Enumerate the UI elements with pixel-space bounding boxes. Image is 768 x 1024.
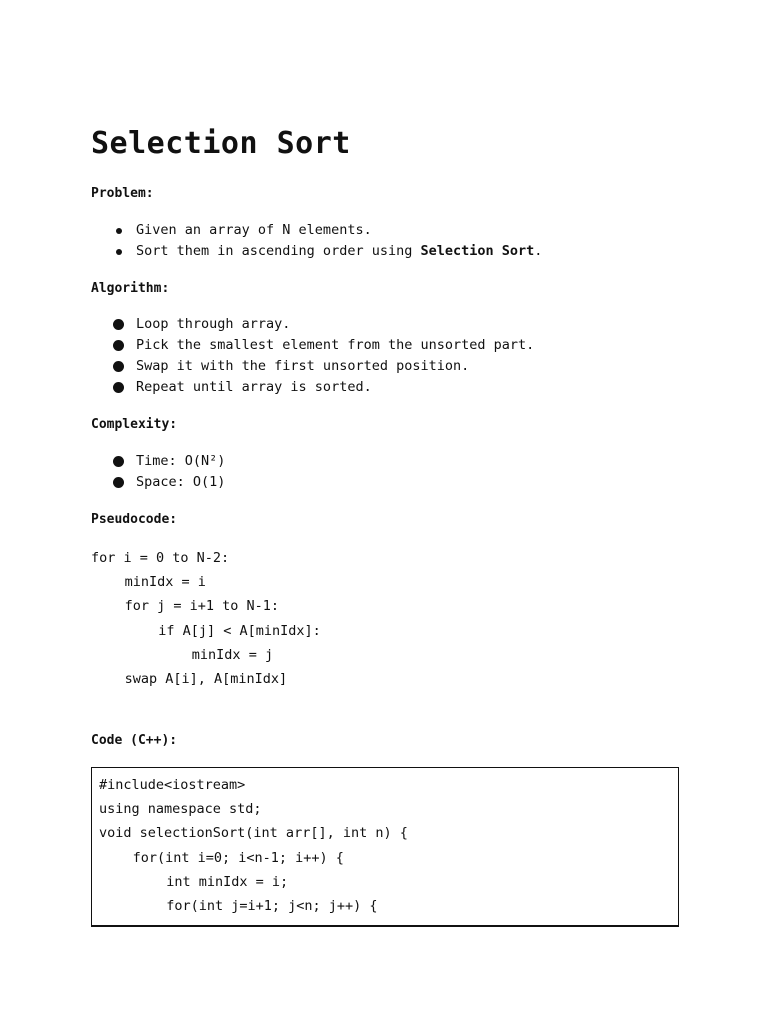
- algorithm-heading: Algorithm:: [91, 281, 170, 296]
- pseudocode-line: minIdx = j: [191, 646, 274, 663]
- pseudocode-line: minIdx = i: [124, 574, 206, 591]
- complexity-item: Space: O(1): [91, 472, 225, 493]
- code-line: #include<iostream>: [99, 777, 246, 793]
- pseudocode-heading: Pseudocode:: [91, 512, 178, 527]
- code-line: int minIdx = i;: [166, 873, 289, 890]
- pseudocode-line: if A[j] < A[minIdx]:: [158, 622, 321, 639]
- code-line: for(int j=i+1; j<n; j++) {: [166, 897, 378, 914]
- problem-list: [91, 220, 542, 262]
- page-title: Selection Sort: [91, 126, 351, 161]
- problem-item-emphasis: Selection Sort: [420, 243, 535, 259]
- problem-item: [91, 241, 542, 262]
- algorithm-step: Pick the smallest element from the unsorted part.: [91, 335, 534, 356]
- problem-item-suffix: .: [534, 243, 543, 259]
- code-line: void selectionSort(int arr[], int n) {: [99, 825, 408, 842]
- code-line: using namespace std;: [99, 801, 262, 818]
- pseudocode-line: for i = 0 to N-2:: [91, 550, 230, 566]
- problem-item: [91, 220, 542, 241]
- code-heading: Code (C++):: [91, 733, 178, 748]
- problem-heading: Problem:: [91, 186, 154, 201]
- complexity-heading: Complexity:: [91, 417, 178, 432]
- complexity-list: [91, 451, 225, 493]
- code-block: [91, 767, 679, 927]
- algorithm-step: Repeat until array is sorted.: [91, 377, 534, 398]
- problem-item-text: Sort them in ascending order using: [136, 243, 421, 259]
- pseudocode-line: for j = i+1 to N-1:: [124, 598, 280, 615]
- pseudocode-block: [91, 546, 321, 691]
- pseudocode-line: swap A[i], A[minIdx]: [124, 670, 288, 687]
- algorithm-step: Loop through array.: [91, 314, 534, 335]
- problem-item-text: Given an array of N elements.: [136, 222, 372, 238]
- complexity-item: Time: O(N²): [91, 451, 225, 472]
- algorithm-list: [91, 314, 534, 398]
- code-line: for(int i=0; i<n-1; i++) {: [132, 849, 344, 866]
- algorithm-step: Swap it with the first unsorted position.: [91, 356, 534, 377]
